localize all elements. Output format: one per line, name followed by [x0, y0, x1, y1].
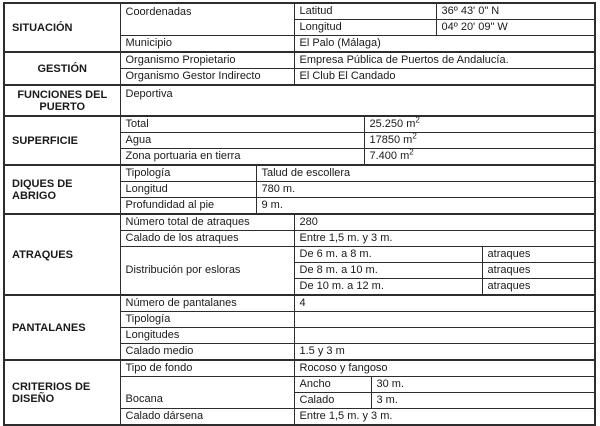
section-title-pantalanes: PANTALANES — [4, 295, 120, 360]
diques-longitud-value: 780 m. — [256, 182, 595, 198]
table-row — [4, 295, 595, 312]
atraques-distribucion-label: Distribución por esloras — [120, 247, 294, 296]
latitud-label: Latitud — [294, 3, 436, 20]
organismo-propietario-label: Organismo Propietario — [120, 52, 294, 69]
diques-longitud-label: Longitud — [120, 182, 256, 198]
bocana-calado-label: Calado — [294, 393, 371, 409]
pantalanes-numero-value: 4 — [294, 295, 595, 312]
longitud-value: 04º 20' 09" W — [436, 20, 595, 36]
diques-tipologia-label: Tipología — [120, 165, 256, 182]
table-row — [4, 116, 595, 133]
eslora-valor: atraques — [482, 263, 595, 279]
pantalanes-longitudes-label: Longitudes — [120, 328, 294, 344]
superficie-agua-value — [364, 133, 595, 149]
eslora-rango: De 8 m. a 10 m. — [294, 263, 482, 279]
table-row — [4, 52, 595, 69]
section-title-funciones: FUNCIONES DEL PUERTO — [4, 85, 120, 116]
eslora-rango: De 10 m. a 12 m. — [294, 279, 482, 296]
criterios-fondo-label: Tipo de fondo — [120, 360, 294, 377]
superficie-total-number: 25.250 m — [369, 118, 416, 130]
coordenadas-label: Coordenadas — [120, 3, 294, 36]
superficie-total-label: Total — [120, 116, 364, 133]
section-title-diques: DIQUES DE ABRIGO — [4, 165, 120, 214]
section-title-criterios: CRITERIOS DE DISEÑO — [4, 360, 120, 425]
criterios-fondo-value: Rocoso y fangoso — [294, 360, 595, 377]
eslora-valor: atraques — [482, 279, 595, 296]
table-row — [4, 3, 595, 20]
criterios-bocana-label: Bocana — [120, 377, 294, 409]
table-row — [4, 214, 595, 231]
diques-tipologia-value: Talud de escollera — [256, 165, 595, 182]
funciones-value: Deportiva — [120, 85, 595, 116]
port-data-table — [3, 2, 596, 426]
section-title-superficie: SUPERFICIE — [4, 116, 120, 165]
pantalanes-longitudes-value — [294, 328, 595, 344]
organismo-propietario-value: Empresa Pública de Puertos de Andalucía. — [294, 52, 595, 69]
eslora-rango: De 6 m. a 8 m. — [294, 247, 482, 263]
table-row — [4, 165, 595, 182]
squared-superscript: 2 — [415, 115, 420, 125]
superficie-agua-number: 17850 m — [369, 134, 413, 146]
municipio-value: El Palo (Málaga) — [294, 36, 595, 53]
squared-superscript: 2 — [412, 131, 417, 141]
atraques-numero-label: Número total de atraques — [120, 214, 294, 231]
latitud-value: 36º 43' 0" N — [436, 3, 595, 20]
municipio-label: Municipio — [120, 36, 294, 53]
section-title-atraques: ATRAQUES — [4, 214, 120, 295]
organismo-gestor-label: Organismo Gestor Indirecto — [120, 69, 294, 86]
bocana-calado-value: 3 m. — [371, 393, 595, 409]
atraques-numero-value: 280 — [294, 214, 595, 231]
table-row — [4, 85, 595, 116]
criterios-darsena-value: Entre 1,5 m. y 3 m. — [294, 409, 595, 426]
bocana-ancho-label: Ancho — [294, 377, 371, 393]
superficie-total-value — [364, 116, 595, 133]
atraques-calado-value: Entre 1,5 m. y 3 m. — [294, 231, 595, 247]
pantalanes-calado-label: Calado medio — [120, 344, 294, 361]
table-row — [4, 360, 595, 377]
criterios-darsena-label: Calado dársena — [120, 409, 294, 426]
pantalanes-calado-value: 1.5 y 3 m — [294, 344, 595, 361]
atraques-calado-label: Calado de los atraques — [120, 231, 294, 247]
longitud-label: Longitud — [294, 20, 436, 36]
section-title-gestion: GESTIÓN — [4, 52, 120, 85]
eslora-valor: atraques — [482, 247, 595, 263]
superficie-zona-number: 7.400 m — [369, 150, 410, 162]
squared-superscript: 2 — [409, 147, 414, 157]
diques-profundidad-value: 9 m. — [256, 198, 595, 215]
organismo-gestor-value: El Club El Candado — [294, 69, 595, 86]
diques-profundidad-label: Profundidad al pie — [120, 198, 256, 215]
superficie-zona-label: Zona portuaria en tierra — [120, 149, 364, 166]
pantalanes-tipologia-label: Tipología — [120, 312, 294, 328]
superficie-zona-value — [364, 149, 595, 166]
pantalanes-tipologia-value — [294, 312, 595, 328]
pantalanes-numero-label: Número de pantalanes — [120, 295, 294, 312]
superficie-agua-label: Agua — [120, 133, 364, 149]
section-title-situacion: SITUACIÓN — [4, 3, 120, 52]
bocana-ancho-value: 30 m. — [371, 377, 595, 393]
